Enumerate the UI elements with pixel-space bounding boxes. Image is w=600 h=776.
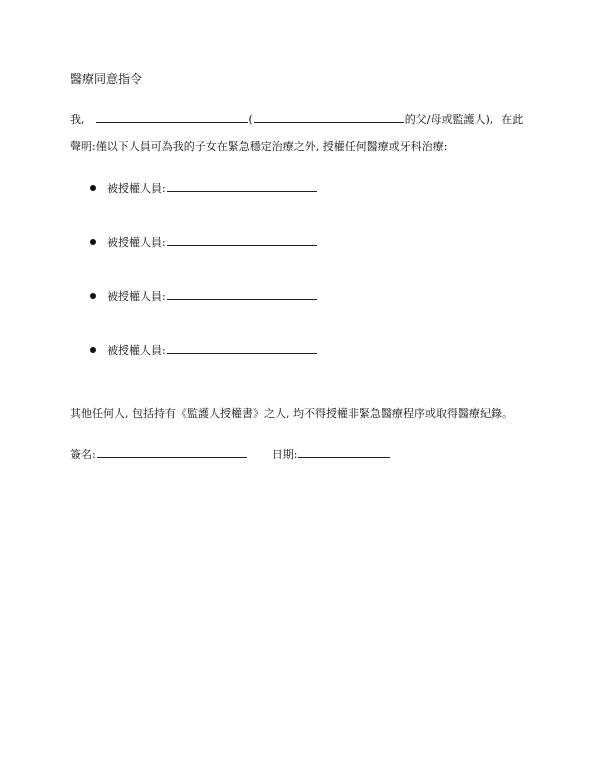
declaration-start: 我, (70, 113, 85, 126)
declaration-line-2: 聲明:僅以下人員可為我的子女在緊急穩定治療之外, 授權任何醫療或牙科治療: (70, 140, 448, 153)
authorized-person-label: 被授權人員: (107, 236, 166, 249)
declaration-end: 在此 (501, 113, 524, 126)
authorized-person-label: 被授權人員: (107, 290, 166, 303)
authorized-person-2 (90, 234, 318, 250)
bullet-icon (90, 239, 96, 245)
authorized-person-4 (90, 342, 318, 358)
date-label: 日期: (271, 448, 298, 461)
document-title: 醫療同意指令 (70, 72, 143, 86)
authorized-person-1 (90, 180, 318, 196)
bullet-icon (90, 185, 96, 191)
signature-label: 簽名: (70, 448, 96, 461)
signature-row (70, 446, 391, 462)
authorized-person-blank[interactable] (167, 180, 317, 192)
bullet-icon (90, 347, 96, 353)
signature-blank[interactable] (97, 446, 247, 458)
authorized-person-label: 被授權人員: (107, 344, 166, 357)
declaration-line-1 (70, 111, 523, 127)
open-paren: ( (248, 113, 253, 126)
bullet-icon (90, 293, 96, 299)
restriction-paragraph: 其他任何人, 包括持有《監護人授權書》之人, 均不得授權非緊急醫療程序或取得醫療紀錄。 (70, 407, 513, 420)
child-name-blank[interactable] (254, 111, 404, 123)
authorized-person-blank[interactable] (167, 288, 317, 300)
relation-text: 的父/母或監護人), (404, 113, 494, 126)
date-blank[interactable] (298, 446, 390, 458)
authorized-person-blank[interactable] (167, 342, 317, 354)
authorized-person-3 (90, 288, 318, 304)
authorized-person-blank[interactable] (167, 234, 317, 246)
declarant-name-blank[interactable] (96, 111, 248, 123)
authorized-person-label: 被授權人員: (107, 182, 166, 195)
